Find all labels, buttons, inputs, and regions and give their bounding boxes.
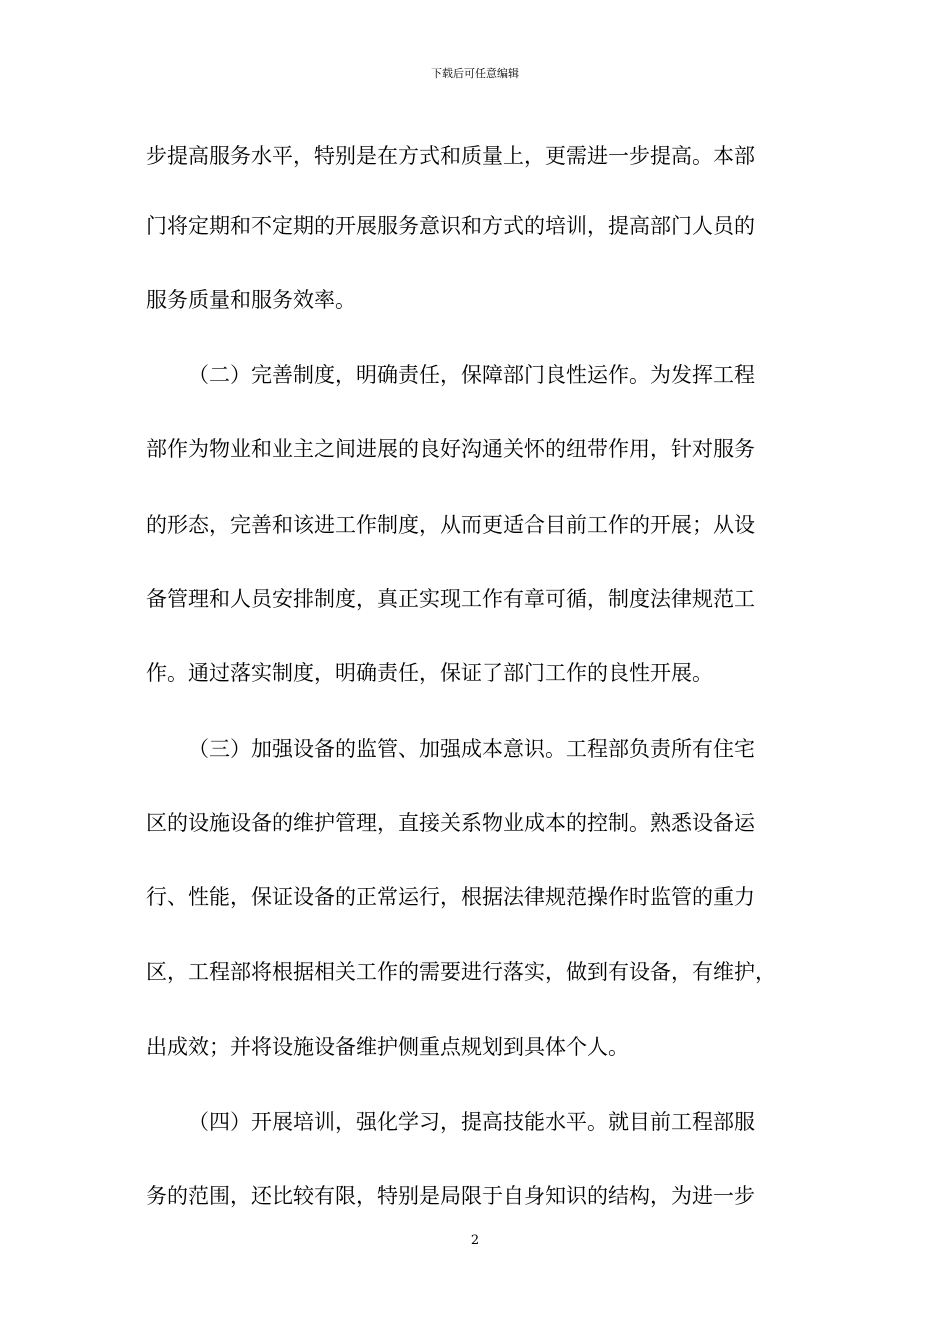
body-text-line: 行、性能，保证设备的正常运行，根据法律规范操作时监管的重力 (146, 885, 755, 909)
body-text-line: 的形态，完善和该进工作制度，从而更适合目前工作的开展；从设 (146, 513, 755, 537)
body-text-line: 作。通过落实制度，明确责任，保证了部门工作的良性开展。 (146, 661, 713, 685)
page-header: 下载后可任意编辑 (431, 67, 519, 80)
body-text-line: 务的范围，还比较有限，特别是局限于自身知识的结构，为进一步 (146, 1184, 755, 1208)
body-text-line: 部作为物业和业主之间进展的良好沟通关怀的纽带作用，针对服务 (146, 437, 755, 461)
page-number: 2 (470, 1233, 480, 1248)
body-text-line: 出成效；并将设施设备维护侧重点规划到具体个人。 (146, 1035, 629, 1059)
body-text-line: 步提高服务水平，特别是在方式和质量上，更需进一步提高。本部 (146, 144, 755, 168)
body-text-line: （三）加强设备的监管、加强成本意识。工程部负责所有住宅 (188, 737, 755, 761)
body-text-line: 区的设施设备的维护管理，直接关系物业成本的控制。熟悉设备运 (146, 811, 755, 835)
body-text-line: 服务质量和服务效率。 (146, 288, 356, 312)
body-text-line: （二）完善制度，明确责任，保障部门良性运作。为发挥工程 (188, 363, 755, 387)
body-text-line: （四）开展培训，强化学习，提高技能水平。就目前工程部服 (188, 1110, 755, 1134)
body-text-line: 区，工程部将根据相关工作的需要进行落实，做到有设备，有维护， (146, 960, 776, 984)
body-text-line: 门将定期和不定期的开展服务意识和方式的培训，提高部门人员的 (146, 214, 755, 238)
body-text-line: 备管理和人员安排制度，真正实现工作有章可循，制度法律规范工 (146, 587, 755, 611)
